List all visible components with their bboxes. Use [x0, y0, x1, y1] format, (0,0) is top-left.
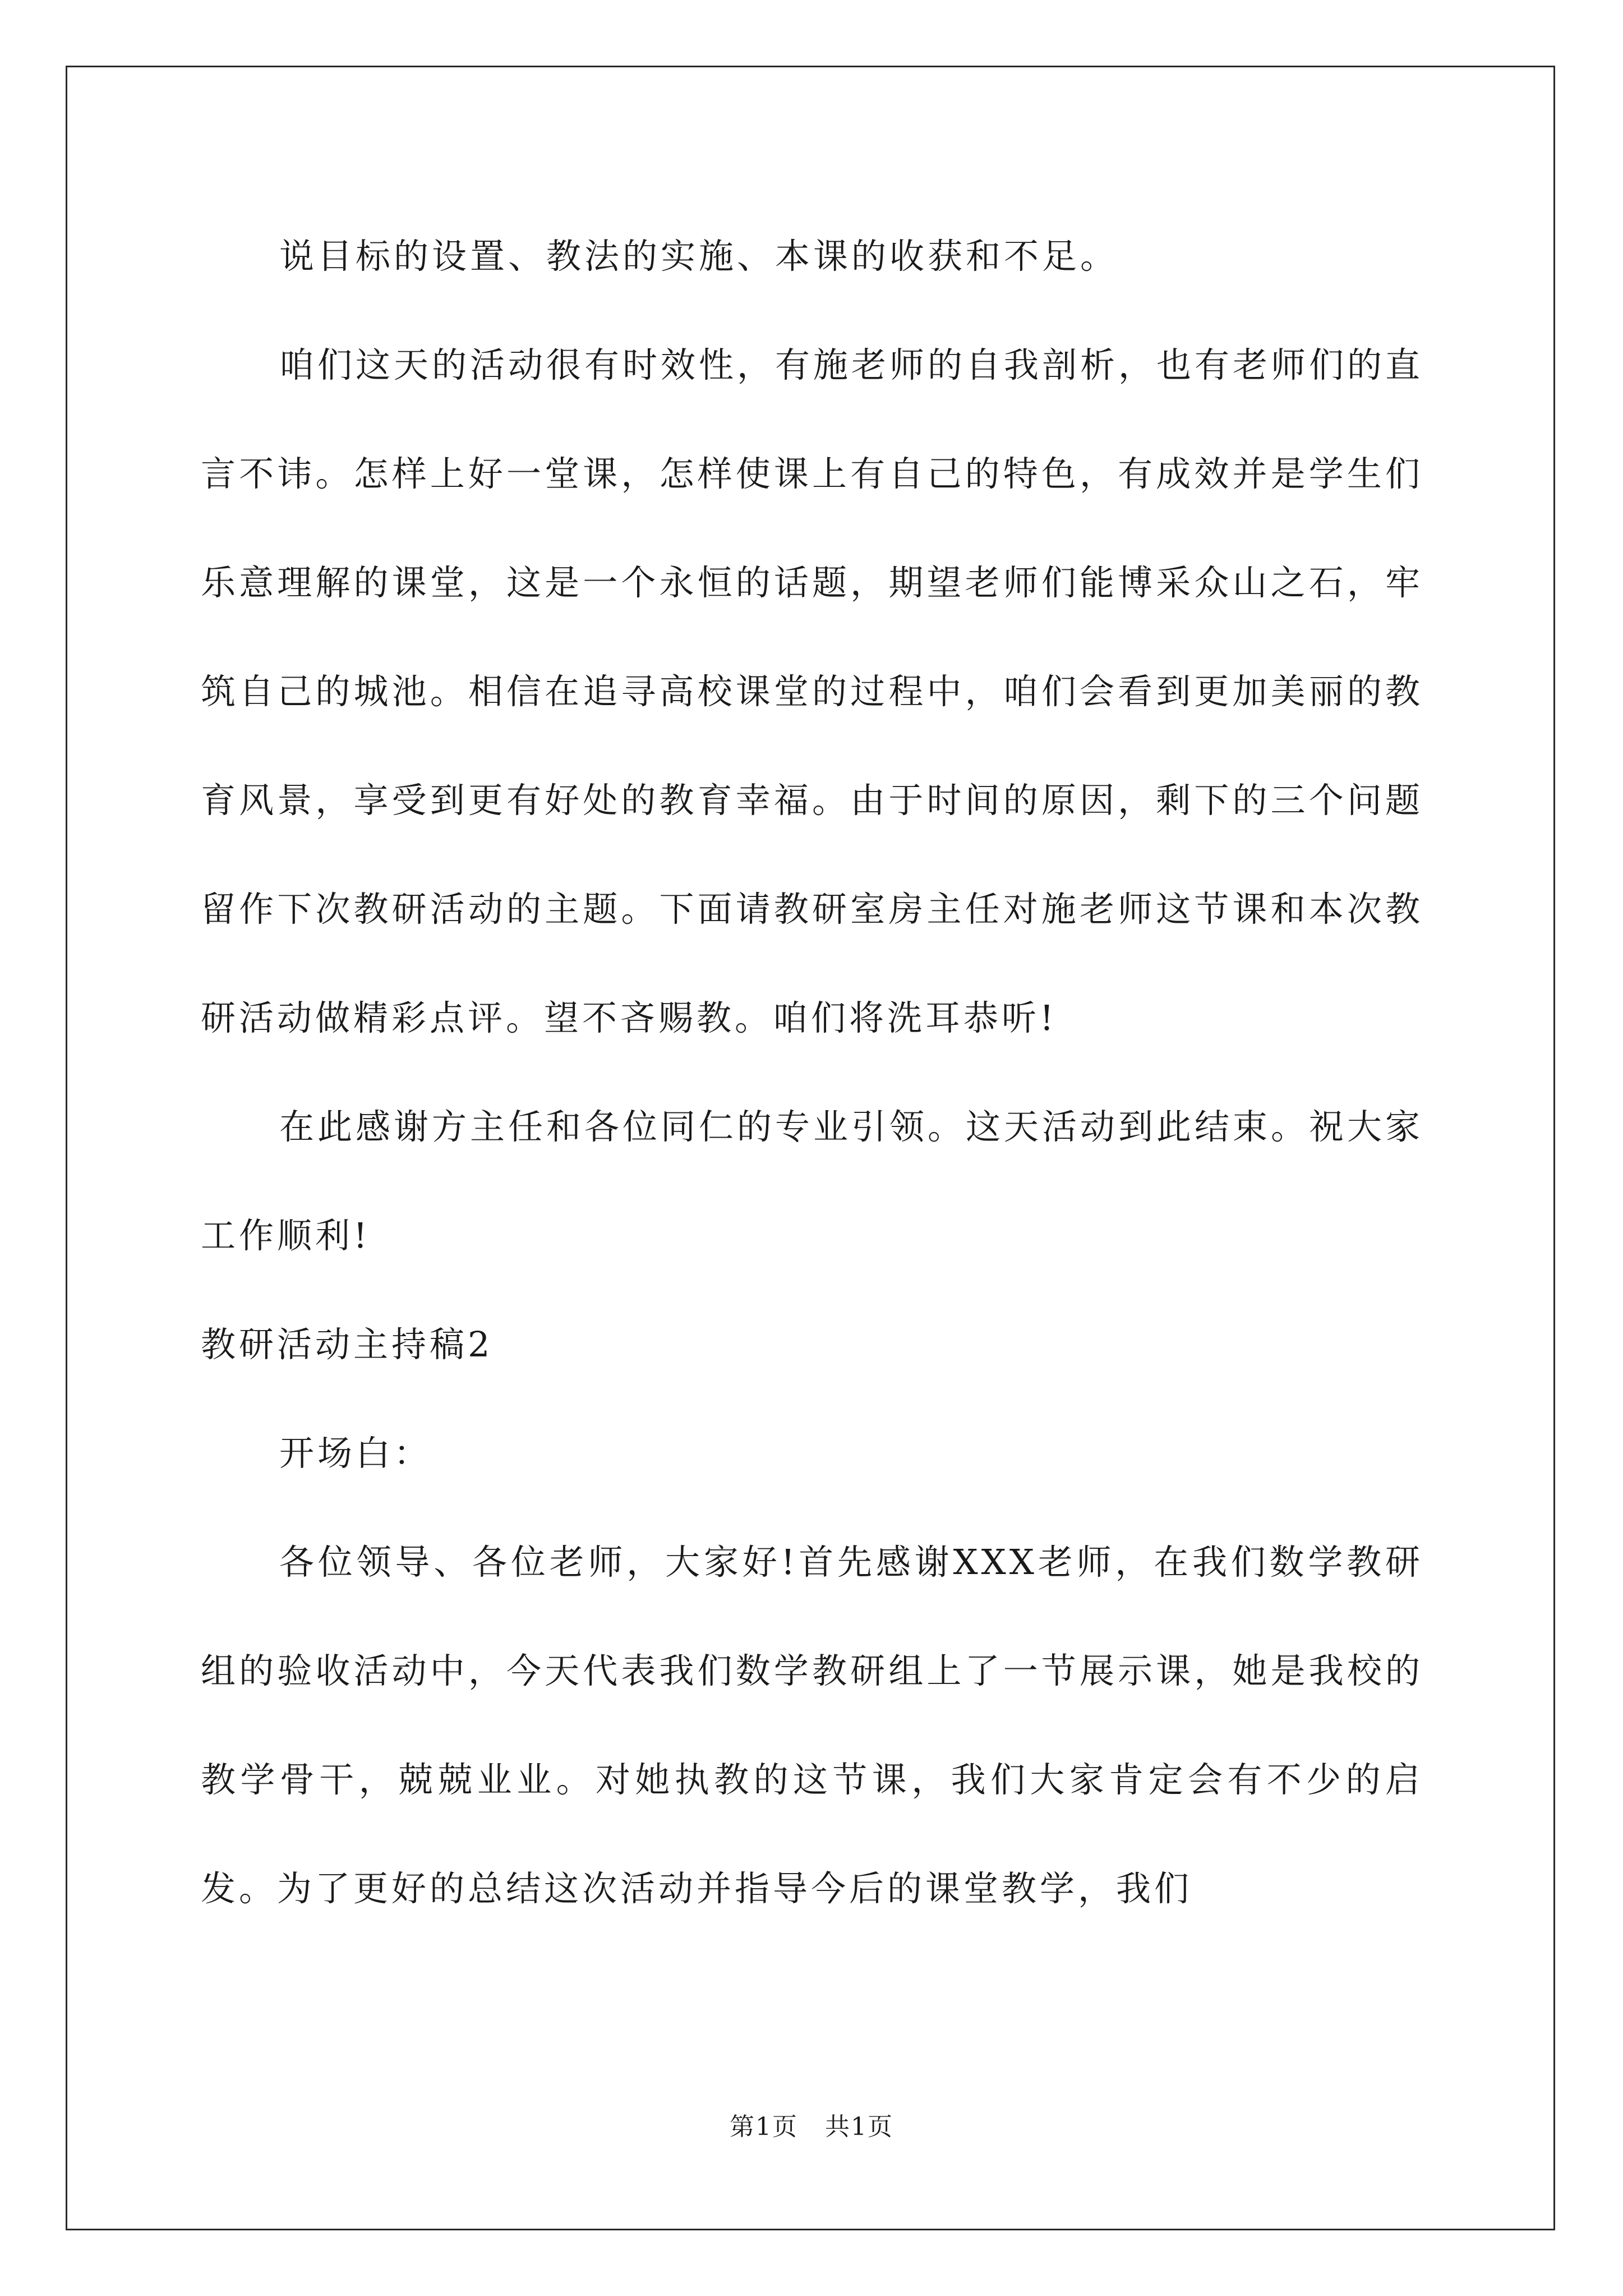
page-footer — [0, 2106, 1623, 2142]
page-number-current: 第1页 — [730, 2113, 798, 2141]
document-body — [201, 202, 1423, 1943]
paragraph-thanks: 在此感谢方主任和各位同仁的专业引领。这天活动到此结束。祝大家工作顺利! — [201, 1106, 1424, 1256]
section-heading: 教研活动主持稿2 — [201, 1324, 494, 1365]
paragraph-goals: 说目标的设置、教法的实施、本课的收获和不足。 — [279, 236, 1119, 277]
paragraph-opening-speech: 各位领导、各位老师，大家好!首先感谢XXX老师，在我们数学教研组的验收活动中，今天代表我们数学教研组上了一节展示课，她是我校的教学骨干，兢兢业业。对她执教的这节课，我们大家肯定会有不少的启发。为了更好的总结这次活动并指导今后的课堂教学，我们 — [201, 1542, 1423, 1909]
page-number-total: 共1页 — [825, 2113, 893, 2141]
paragraph-activity-summary: 咱们这天的活动很有时效性，有施老师的自我剖析，也有老师们的直言不讳。怎样上好一堂课，怎样使课上有自己的特色，有成效并是学生们乐意理解的课堂，这是一个永恒的话题，期望老师们能博采众山之石，牢筑自己的城池。相信在追寻高校课堂的过程中，咱们会看到更加美丽的教育风景，享受到更有好处的教育幸福。由于时间的原因，剩下的三个问题留作下次教研活动的主题。下面请教研室房主任对施老师这节课和本次教研活动做精彩点评。望不吝赐教。咱们将洗耳恭听! — [201, 344, 1424, 1038]
paragraph-opening-label: 开场白： — [279, 1433, 432, 1474]
